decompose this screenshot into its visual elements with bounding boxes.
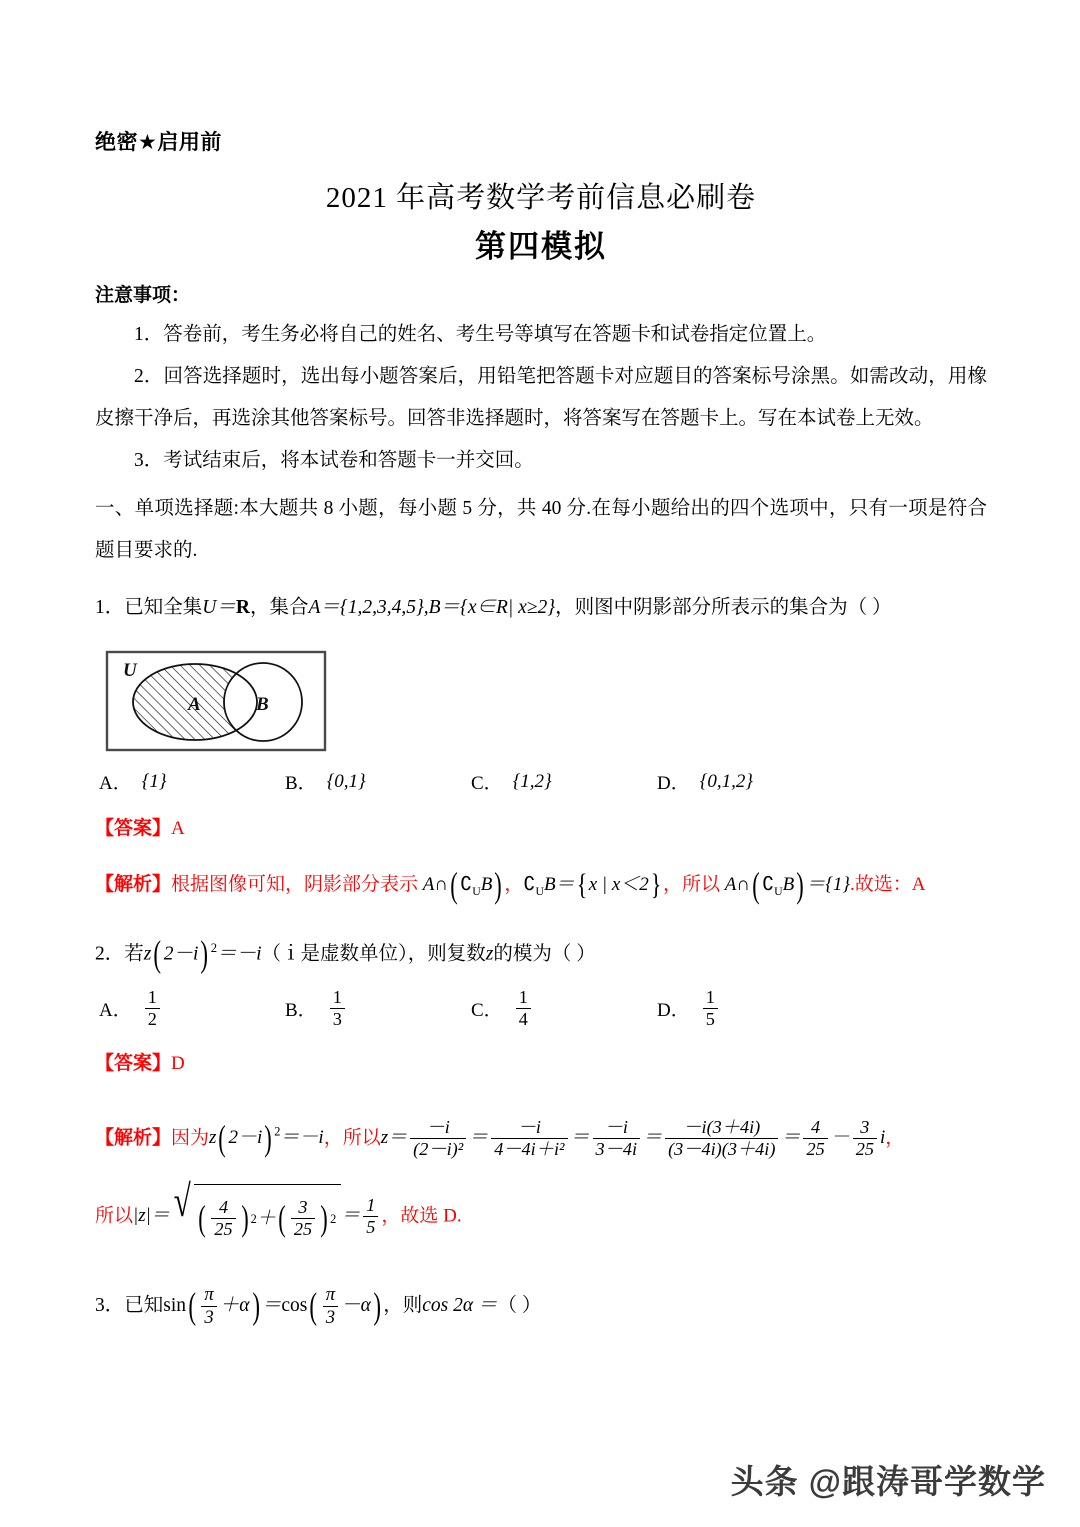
option-c-label: C． <box>471 1000 503 1022</box>
answer-value: A <box>171 818 185 839</box>
q1-set-a: A＝{1,2,3,4,5}, <box>308 597 429 618</box>
q2-paren-content: 2－i <box>163 943 199 965</box>
option-a-label: A． <box>99 773 132 794</box>
option-b[interactable] <box>285 988 471 1029</box>
sol2-exp-b: 2 <box>330 1211 337 1226</box>
solution-tag: 【解析】 <box>95 1126 172 1148</box>
solution-tag: 【解析】 <box>95 874 172 895</box>
page-title: 2021 年高考数学考前信息必刷卷 <box>325 182 757 214</box>
fraction-denominator: 3 <box>201 1306 216 1328</box>
q1-set-b-cond: x≥2} <box>518 597 556 618</box>
sol-fraction-6 <box>853 1118 877 1159</box>
fraction-denominator: 25 <box>211 1218 235 1239</box>
q2-rhs: ＝－i <box>217 943 262 965</box>
option-b-label: B． <box>285 773 317 794</box>
question-2-solution-line-1: 【解析】因为z( 2－i) $^2$＝－i，所以z＝ $\frac{-i}{\text{(2－i)²}}$ ＝ $\frac{-i}{\text{4－4i＋i²}}$ ＝ $\frac{-i}{3-4i}$ ＝ $\frac{-i(3+4i)}{(3-4i)(3+4i)}$ ＝ $\frac{4}{25}$ － $\frac{3}{25}$ i， <box>95 1116 905 1160</box>
option-a[interactable] <box>99 768 285 795</box>
fraction-numerator: π <box>325 1284 336 1306</box>
option-a-label: A． <box>99 1000 132 1022</box>
fraction-numerator: 1 <box>366 1195 376 1216</box>
sol2-result-fraction <box>363 1196 378 1237</box>
fraction-numerator: 1 <box>518 987 528 1008</box>
sol2-set: x | x＜2 <box>588 874 649 895</box>
solution-text-1: 根据图像可知，阴影部分表示 <box>171 874 419 895</box>
question-1-number: 1． <box>95 597 125 618</box>
question-2-options <box>99 988 987 1029</box>
section-heading: 一、单项选择题:本大题共 8 小题，每小题 5 分，共 40 分.在每小题给出的四个选项中，只有一项是符合题目要求的. <box>95 498 987 561</box>
option-d[interactable] <box>657 988 843 1029</box>
q3-arg1-tail: ＋α <box>219 1294 250 1316</box>
sol2-comma: ， <box>381 1205 401 1227</box>
option-c[interactable] <box>471 768 657 795</box>
sol-z-eq: z＝ <box>380 1126 408 1148</box>
sol-exponent: 2 <box>274 1124 281 1139</box>
solution-comma-1: ， <box>504 874 524 895</box>
venn-diagram-svg <box>103 648 329 754</box>
sol2-choose: 故选 D. <box>400 1205 462 1227</box>
solution-text-2: 所以 <box>681 874 720 895</box>
answer-value: D <box>171 1052 185 1074</box>
fraction-numerator: －i <box>517 1116 541 1137</box>
question-3-stem: 3．已知sin( $\frac{\pi}{3}$ ＋α) ＝cos( $\frac{\pi}{3}$ －α) ，则cos 2α ＝（ ） <box>95 1284 542 1328</box>
q1-reals-symbol: R <box>235 597 250 618</box>
option-b-fraction <box>330 988 345 1029</box>
sqrt-expression: √ ( $\frac{4}{25}$ ) 2 ＋ ( $\frac{3}{25}$ ) 2 <box>170 1184 341 1250</box>
option-c-fraction <box>516 988 531 1029</box>
fraction-numerator: 3 <box>298 1197 308 1218</box>
page-subtitle: 第四模拟 <box>475 229 607 264</box>
option-a[interactable] <box>99 988 285 1029</box>
fraction-numerator: 4 <box>218 1197 229 1218</box>
sol-z: z <box>209 1126 217 1148</box>
fraction-denominator: 4－4i＋i² <box>491 1138 567 1159</box>
sol-end-comma: ， <box>885 1126 905 1148</box>
q3-arg2-tail: －α <box>341 1294 371 1316</box>
sol2-equals: ＝ <box>341 1205 361 1227</box>
cos-label: cos <box>281 1294 308 1316</box>
question-2-answer <box>95 1046 987 1082</box>
sol1-b: B <box>480 874 493 895</box>
fraction-denominator: 5 <box>703 1008 718 1029</box>
q2-variable-z: z <box>143 943 152 965</box>
complement-symbol: ∁ <box>460 874 473 895</box>
question-1-answer <box>95 811 987 847</box>
sol-fraction-2 <box>491 1118 567 1159</box>
sol-fraction-1 <box>410 1118 466 1159</box>
q1-stem-prefix: 已知全集 <box>124 597 203 618</box>
sol-paren: 2－i <box>228 1126 263 1148</box>
universe-label: U <box>123 660 137 681</box>
q3-fraction-2 <box>323 1285 338 1327</box>
fraction-denominator: 25 <box>853 1138 877 1159</box>
sol-i: i <box>879 1126 886 1148</box>
option-a-fraction <box>145 988 160 1029</box>
notice-item: 2．回答选择题时，选出每小题答案后，用铅笔把答题卡对应题目的答案标号涂黑。如需改动，用橡皮擦干净后，再选涂其他答案标号。回答非选择题时，将答案写在答题卡上。写在本试卷上无效。 <box>95 366 987 429</box>
option-d-value: {0,1,2} <box>699 770 753 792</box>
fraction-denominator: 25 <box>803 1138 827 1159</box>
q3-mid: ，则 <box>383 1294 423 1316</box>
solution-comma-2: ， <box>662 874 682 895</box>
question-1-options <box>99 768 987 795</box>
question-3-number: 3． <box>95 1294 125 1316</box>
fraction-denominator: 3 <box>330 1008 345 1029</box>
question-1-stem <box>95 588 987 628</box>
option-b[interactable] <box>285 768 471 795</box>
fraction-numerator: 4 <box>811 1116 821 1137</box>
answer-tag: 【答案】 <box>95 818 172 839</box>
complement-symbol-3: ∁ <box>762 874 775 895</box>
sol2-fraction-b <box>291 1198 315 1239</box>
question-1-solution: 【解析】根据图像可知，阴影部分表示 A∩( $∁_UB$) ，$∁_UB=\{x$ | x＜2}，所以 A∩( $∁_UB) =\{1\}$.故选：A <box>95 865 926 906</box>
venn-diagram <box>103 648 329 754</box>
sol3-b: B <box>782 874 795 895</box>
option-d-label: D． <box>657 1000 690 1022</box>
fraction-numerator: π <box>204 1284 214 1306</box>
sol3-intersect: A∩ <box>724 874 751 895</box>
watermark: 头条 @跟涛哥学数学 <box>730 1463 1046 1500</box>
complement-symbol-2: ∁ <box>523 874 536 895</box>
q3-fraction-1 <box>201 1285 216 1327</box>
document-body <box>95 128 987 1332</box>
answer-tag: 【答案】 <box>95 1052 172 1074</box>
q2-stem-tail: 的模为（ ） <box>493 943 596 965</box>
fraction-numerator: 1 <box>147 987 157 1008</box>
q1-set-b-domain: x∈R| <box>467 597 514 618</box>
sqrt-icon: √ <box>173 1175 191 1226</box>
sol3-result: ＝{1} <box>806 874 850 895</box>
q3-cos2alpha: cos 2α ＝ <box>422 1294 498 1316</box>
option-c[interactable] <box>471 988 657 1029</box>
fraction-denominator: (2－i)² <box>410 1138 466 1159</box>
sol-rhs: ＝－i <box>280 1126 324 1148</box>
sol-fraction-4 <box>665 1118 778 1159</box>
sol1-intersect: A∩ <box>422 874 449 895</box>
fraction-denominator: 4 <box>516 1008 531 1029</box>
sol2-fraction-a <box>211 1198 235 1239</box>
option-d-fraction <box>703 988 718 1029</box>
q1-set-b-open: B＝{ <box>428 597 468 618</box>
sin-label: sin <box>163 1294 187 1316</box>
option-b-label: B． <box>285 1000 317 1022</box>
fraction-numerator: －i <box>604 1116 628 1137</box>
question-2-stem: 2．若z( 2－i) $^2$＝－i（ｉ是虚数单位），则复数z的模为（ ） <box>95 934 596 976</box>
fraction-numerator: 1 <box>332 987 342 1008</box>
sol2-b-eq: B＝ <box>543 874 575 895</box>
q1-stem-mid: ，集合 <box>249 597 309 618</box>
secret-notice: 绝密★启用前 <box>95 131 222 154</box>
fraction-denominator: 3－4i <box>593 1138 641 1159</box>
complement-subscript-3: U <box>774 884 783 898</box>
notice-item: 1．答卷前，考生务必将自己的姓名、考生号等填写在答题卡和试卷指定位置上。 <box>134 324 827 345</box>
sol-fraction-3 <box>593 1118 641 1159</box>
option-c-label: C． <box>471 773 503 794</box>
complement-subscript: U <box>472 884 481 898</box>
question-2-solution-line-2 <box>95 1175 987 1250</box>
fraction-numerator: 3 <box>860 1116 870 1137</box>
notice-heading: 注意事项： <box>95 285 191 306</box>
question-2-number: 2． <box>95 943 125 965</box>
q2-variable-z2: z <box>485 943 494 965</box>
q3-stem-tail: （ ） <box>497 1294 542 1316</box>
option-c-value: {1,2} <box>512 770 552 792</box>
fraction-denominator: (3－4i)(3＋4i) <box>665 1138 778 1159</box>
fraction-numerator: －i <box>426 1116 450 1137</box>
solution-lead: 因为 <box>171 1126 210 1148</box>
q1-stem-tail: ，则图中阴影部分所表示的集合为（ ） <box>555 597 892 618</box>
sol-so: 所以 <box>342 1126 381 1148</box>
q2-note: （ｉ是虚数单位），则复数 <box>261 943 486 965</box>
fraction-numerator: －i(3＋4i) <box>683 1116 761 1137</box>
sol2-exp-a: 2 <box>250 1211 257 1226</box>
q1-universe: U＝ <box>202 597 236 618</box>
fraction-denominator: 2 <box>145 1008 160 1029</box>
solution-choose-value: A <box>911 874 926 895</box>
fraction-denominator: 25 <box>291 1218 315 1239</box>
fraction-numerator: 1 <box>705 987 715 1008</box>
sol2-plus: ＋ <box>256 1207 276 1229</box>
option-b-value: {0,1} <box>326 770 366 792</box>
q2-stem-prefix: 若 <box>124 943 144 965</box>
q2-exponent: 2 <box>210 940 218 955</box>
option-a-value: {1} <box>141 770 167 792</box>
fraction-denominator: 3 <box>323 1306 338 1328</box>
complement-subscript-2: U <box>535 884 544 898</box>
notice-item: 3．考试结束后，将本试卷和答题卡一并交回。 <box>134 450 534 471</box>
solution-choose-label: .故选： <box>849 874 912 895</box>
set-a-label: A <box>188 694 201 715</box>
option-d[interactable] <box>657 768 843 795</box>
sol-minus: － <box>830 1126 850 1148</box>
sol2-lead: 所以 <box>95 1205 134 1227</box>
sol2-modulus: |z|＝ <box>133 1205 170 1227</box>
q3-equals: ＝ <box>261 1294 282 1316</box>
sol-comma: ， <box>323 1126 343 1148</box>
option-d-label: D． <box>657 773 690 794</box>
sol-fraction-5 <box>803 1118 827 1159</box>
fraction-denominator: 5 <box>363 1216 378 1237</box>
set-b-label: B <box>256 694 269 715</box>
q3-stem-prefix: 已知 <box>124 1294 164 1316</box>
